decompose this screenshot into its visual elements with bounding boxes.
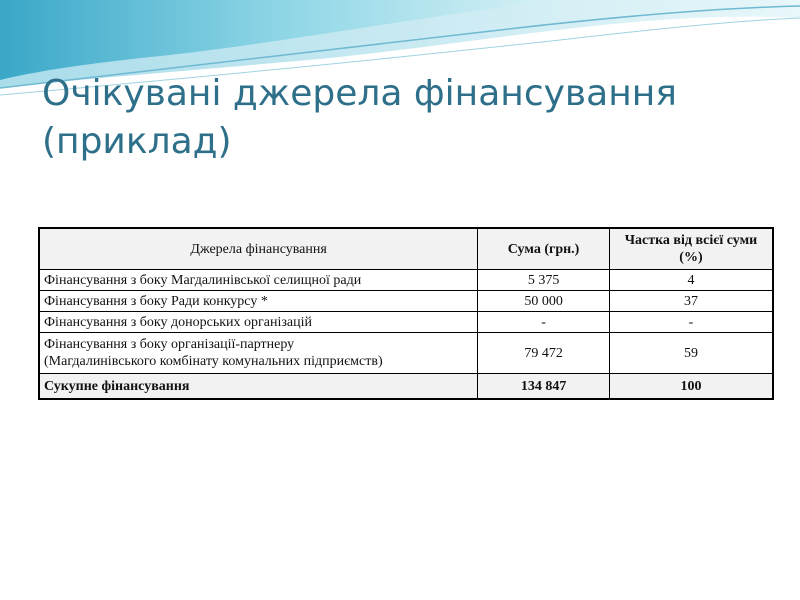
table-row xyxy=(39,333,773,374)
header-sum: Сума (грн.) xyxy=(478,228,610,270)
total-label: Сукупне фінансування xyxy=(39,374,478,400)
funding-sources-table xyxy=(38,227,774,400)
table-total-row xyxy=(39,374,773,400)
cell-source-line1: Фінансування з боку організації-партнеру xyxy=(44,337,295,352)
table-row xyxy=(39,291,773,312)
table-row xyxy=(39,270,773,291)
cell-sum: 5 375 xyxy=(478,270,610,291)
total-sum: 134 847 xyxy=(478,374,610,400)
cell-share: 59 xyxy=(609,333,773,374)
cell-share: 37 xyxy=(609,291,773,312)
cell-source: Фінансування з боку Магдалинівської селищної ради xyxy=(39,270,478,291)
slide-title: Очікувані джерела фінансування (приклад) xyxy=(42,73,677,162)
cell-sum: 79 472 xyxy=(478,333,610,374)
table-header-row xyxy=(39,228,773,270)
header-share: Частка від всієї суми (%) xyxy=(609,228,773,270)
cell-source-line2: (Магдалинівського комбінату комунальних підприємств) xyxy=(44,354,383,369)
cell-source xyxy=(39,333,478,374)
cell-share: - xyxy=(609,312,773,333)
cell-sum: - xyxy=(478,312,610,333)
table-row xyxy=(39,312,773,333)
cell-sum: 50 000 xyxy=(478,291,610,312)
cell-source: Фінансування з боку донорських організацій xyxy=(39,312,478,333)
cell-source: Фінансування з боку Ради конкурсу * xyxy=(39,291,478,312)
total-share: 100 xyxy=(609,374,773,400)
cell-share: 4 xyxy=(609,270,773,291)
header-sources: Джерела фінансування xyxy=(39,228,478,270)
